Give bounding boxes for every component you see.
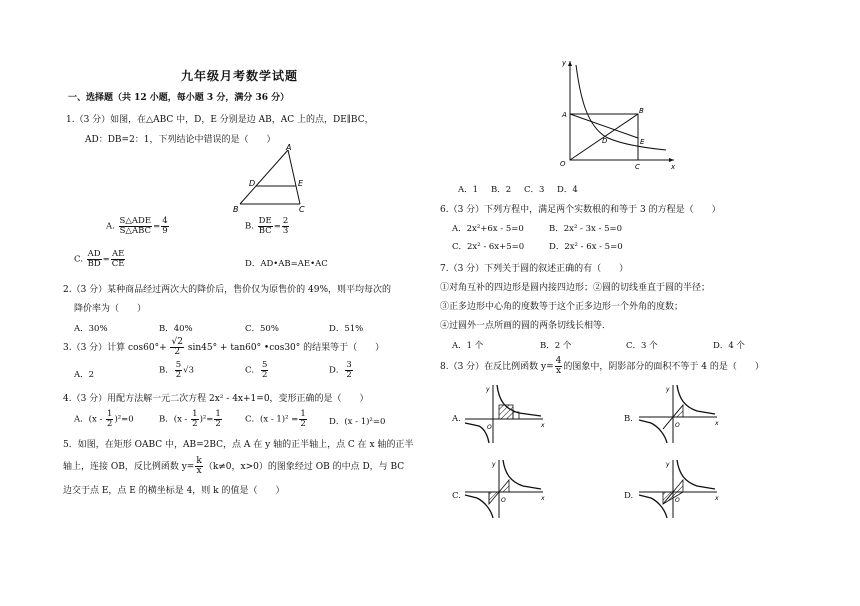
svg-text:x: x	[541, 422, 545, 429]
q8-option-b-graph[interactable]	[637, 383, 721, 445]
q3-line: 3.（3 分）计算 cos60°+ $\frac{√2}{2}$ sin45° + tan60° •cos30° 的结果等于（ ）	[63, 337, 385, 357]
q3-option-d[interactable]: D． $\frac{3}{2}$	[329, 360, 352, 380]
q8-option-d-graph[interactable]	[637, 458, 721, 520]
q7-statement-2: ③正多边形中心角的度数等于这个正多边形一个外角的度数；	[440, 302, 684, 312]
q6-option-c[interactable]: C．2x² - 6x+5=0	[452, 242, 525, 252]
q2-line1: 2.（3 分）某种商品经过两次大的降价后，售价仅为原售价的 49%，则平均每次的	[63, 285, 392, 295]
q1-triangle-figure	[228, 142, 308, 214]
q8-option-a-graph[interactable]	[463, 383, 547, 445]
q8-option-c-label[interactable]: C.	[452, 491, 461, 501]
q8-option-b-label[interactable]: B.	[624, 414, 633, 424]
q4-option-d[interactable]: D．(x - 1)²=0	[329, 417, 386, 427]
q6-option-b[interactable]: B．2x² - 3x - 5=0	[549, 224, 623, 234]
q5-label-d: D	[602, 137, 608, 145]
q1-option-c[interactable]: C. $\frac{AD}{BD}$ = $\frac{AE}{CE}$	[74, 249, 125, 269]
q7-option-c[interactable]: C．3 个	[626, 341, 658, 351]
q1-line2: AD：DB=2：1，下列结论中错误的是（ ）	[85, 135, 276, 145]
q7-line: 7.（3 分）下列关于圆的叙述正确的有（ ）	[440, 264, 629, 274]
svg-text:x: x	[715, 420, 719, 427]
q2-option-c[interactable]: C．50%	[245, 324, 279, 334]
q4-option-b[interactable]: B．(x - $\frac{1}{2}$ )²= $\frac{1}{2}$	[159, 409, 221, 429]
q6-option-a[interactable]: A．2x²+6x - 5=0	[452, 224, 524, 234]
q4-line: 4.（3 分）用配方法解一元二次方程 2x² - 4x+1=0，变形正确的是（ ）	[63, 394, 369, 404]
q8-option-c-graph[interactable]	[463, 458, 547, 520]
q5-label-a: A	[562, 111, 567, 119]
q5-label-o: O	[560, 160, 566, 168]
q5-label-c: C	[635, 163, 640, 170]
q7-statement-1: ①对角互补的四边形是圆内接四边形；②圆的切线垂直于圆的半径；	[440, 283, 711, 293]
q1-option-b[interactable]: B. $\frac{DE}{BC}$ = $\frac{2}{3}$	[245, 216, 289, 236]
svg-text:y: y	[492, 461, 496, 468]
q5-line3: 边交于点 E，点 E 的横坐标是 4，则 k 的值是（ ）	[63, 486, 285, 496]
page-title: 九年级月考数学试题	[181, 69, 299, 83]
svg-text:x: x	[715, 495, 719, 502]
q7-option-b[interactable]: B．2 个	[540, 341, 572, 351]
q5-line1: 5．如图，在矩形 OABC 中，AB=2BC，点 A 在 y 轴的正半轴上，点 C 在 x 轴的正半	[63, 440, 414, 450]
q2-line2: 降价率为（ ）	[74, 304, 147, 314]
q5-label-e: E	[640, 138, 645, 146]
q6-option-d[interactable]: D．2x² - 6x - 5=0	[549, 242, 623, 252]
q1-label-d: D	[249, 179, 256, 188]
q6-line: 6.（3 分）下列方程中，满足两个实数根的和等于 3 的方程是（ ）	[440, 205, 721, 215]
q5-label-b: B	[639, 107, 644, 115]
q3-option-c[interactable]: C． $\frac{5}{2}$	[245, 360, 268, 380]
q8-option-d-label[interactable]: D.	[624, 491, 634, 501]
q7-statement-3: ④过圆外一点所画的圆的两条切线长相等．	[440, 321, 612, 331]
svg-text:y: y	[666, 461, 670, 468]
q2-option-b[interactable]: B．40%	[159, 324, 193, 334]
q5-option-c[interactable]: C．3	[524, 185, 545, 195]
q1-option-d[interactable]: D．AD•AB=AE•AC	[245, 259, 328, 269]
q5-label-y: y	[562, 59, 567, 67]
q8-line: 8.（3 分）在反比例函数 y= $\frac{4}{x}$ 的图象中，阴影部分的面积不等于 4 的是（ ）	[440, 356, 764, 376]
q5-option-b[interactable]: B．2	[491, 185, 512, 195]
q1-line1: 1.（3 分）如图，在△ABC 中，D，E 分别是边 AB，AC 上的点，DE∥BC，	[66, 115, 374, 125]
svg-text:y: y	[666, 386, 670, 393]
q7-option-d[interactable]: D．4 个	[713, 341, 745, 351]
q1-option-a[interactable]: A. $\frac{\text{S△ADE}}{\text{S△ABC}}$ = $\frac{4}{9}$	[106, 216, 168, 236]
q5-option-d[interactable]: D．4	[557, 185, 578, 195]
svg-text:O: O	[487, 424, 492, 431]
svg-text:O: O	[675, 497, 680, 504]
q2-option-a[interactable]: A．30%	[74, 324, 108, 334]
q5-label-x: x	[671, 163, 676, 170]
svg-text:O: O	[501, 497, 506, 504]
q5-option-a[interactable]: A．1	[458, 185, 479, 195]
q4-option-c[interactable]: C．(x - 1)² = $\frac{1}{2}$	[245, 409, 306, 429]
q3-option-b[interactable]: B． $\frac{5}{2}$ √3	[159, 360, 194, 380]
q8-option-a-label[interactable]: A.	[452, 414, 461, 424]
q2-option-d[interactable]: D．51%	[329, 324, 364, 334]
svg-text:O: O	[675, 422, 680, 429]
svg-text:y: y	[486, 386, 490, 393]
q4-option-a[interactable]: A．(x - $\frac{1}{2}$ )²=0	[74, 409, 134, 429]
q1-label-c: C	[299, 205, 305, 214]
q5-rectangle-figure	[556, 55, 681, 170]
q7-option-a[interactable]: A．1 个	[452, 341, 484, 351]
q1-label-b: B	[233, 205, 239, 214]
section-heading: 一、选择题（共 12 小题，每小题 3 分，满分 36 分）	[68, 93, 290, 103]
q1-label-e: E	[298, 179, 304, 188]
q1-label-a: A	[286, 143, 292, 152]
q3-option-a[interactable]: A．2	[74, 370, 95, 380]
q5-line2: 轴上，连接 OB，反比例函数 y= $\frac{k}{x}$ （k≠0，x>0）的图象经过 OB 的中点 D，与 BC	[63, 456, 405, 476]
svg-text:x: x	[541, 495, 545, 502]
